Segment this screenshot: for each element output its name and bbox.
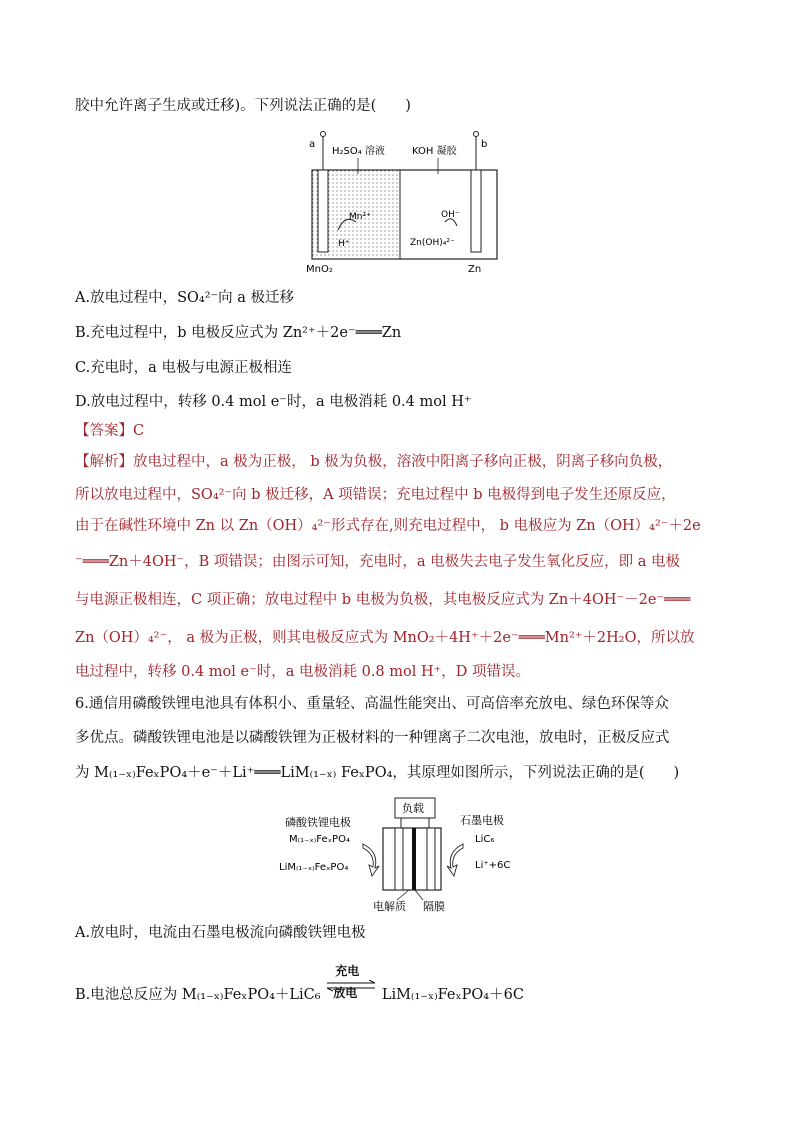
reversible-arrow bbox=[325, 964, 377, 1005]
left-bottom-species: LiM₍₁₋ₓ₎FeₓPO₄ bbox=[279, 862, 349, 873]
left-top-species: M₍₁₋ₓ₎FeₓPO₄ bbox=[289, 834, 350, 845]
analysis-line-1: 【解析】放电过程中，a 极为正极， b 极为负极，溶液中阳离子移向正极，阴离子移向负极， bbox=[75, 454, 673, 470]
membrane-label: 隔膜 bbox=[423, 900, 445, 913]
zincate-ion: Zn(OH)₄²⁻ bbox=[410, 238, 455, 248]
discharge-label: 放电 bbox=[333, 986, 358, 1000]
koh-label: KOH 凝胶 bbox=[412, 146, 457, 157]
q6-stem-3: 为 M₍₁₋ₓ₎FeₓPO₄＋e⁻＋Li⁺═══LiM₍₁₋ₓ₎ FeₓPO₄，其原理如图所示，下列说法正确的是( ) bbox=[75, 765, 680, 781]
q6-option-b-suffix: LiM₍₁₋ₓ₎FeₓPO₄＋6C bbox=[381, 987, 524, 1003]
h-ion: H⁺ bbox=[338, 239, 350, 249]
q6-option-b bbox=[75, 964, 524, 1005]
left-electrode-title: 磷酸铁锂电极 bbox=[285, 816, 351, 829]
q6-option-b-prefix: B.电池总反应为 M₍₁₋ₓ₎FeₓPO₄＋LiC₆ bbox=[75, 987, 321, 1003]
oh-ion: OH⁻ bbox=[441, 210, 460, 220]
electrolyte-label: 电解质 bbox=[373, 900, 406, 913]
analysis-line-6: Zn（OH）₄²⁻， a 极为正极，则其电极反应式为 MnO₂＋4H⁺＋2e⁻═══Mn²⁺＋2H₂O，所以放 bbox=[75, 630, 695, 646]
label-b: b bbox=[481, 139, 488, 150]
h2so4-label: H₂SO₄ 溶液 bbox=[332, 146, 385, 157]
battery-diagram-2 bbox=[275, 796, 530, 914]
analysis-line-7: 电过程中，转移 0.4 mol e⁻时，a 电极消耗 0.8 mol H⁺，D 项错误。 bbox=[75, 664, 531, 680]
option-c: C.充电时，a 电极与电源正极相连 bbox=[75, 360, 292, 376]
battery-diagram-1 bbox=[300, 130, 515, 280]
right-electrode-title: 石墨电极 bbox=[460, 814, 504, 827]
analysis-line-5: 与电源正极相连，C 项正确；放电过程中 b 电极为负极，其电极反应式为 Zn＋4OH⁻－2e⁻═══ bbox=[75, 592, 691, 608]
label-a: a bbox=[309, 139, 316, 150]
charge-label: 充电 bbox=[335, 964, 360, 978]
analysis-line-2: 所以放电过程中，SO₄²⁻向 b 极迁移，A 项错误；充电过程中 b 电极得到电子发生还原反应， bbox=[75, 487, 676, 503]
q6-stem-2: 多优点。磷酸铁锂电池是以磷酸铁锂为正极材料的一种锂离子二次电池，放电时，正极反应式 bbox=[75, 730, 670, 746]
zn-label: Zn bbox=[468, 264, 482, 275]
right-top-species: LiC₆ bbox=[475, 834, 495, 845]
question-stem: 胶中允许离子生成或迁移)。下列说法正确的是( ) bbox=[75, 98, 411, 114]
right-bottom-species: Li⁺+6C bbox=[475, 860, 511, 871]
mno2-label: MnO₂ bbox=[306, 264, 333, 275]
mn-ion: Mn²⁺ bbox=[349, 212, 371, 222]
analysis-line-3: 由于在碱性环境中 Zn 以 Zn（OH）₄²⁻形式存在,则充电过程中， b 电极应为 Zn（OH）₄²⁻＋2e bbox=[75, 518, 701, 534]
option-d: D.放电过程中，转移 0.4 mol e⁻时，a 电极消耗 0.4 mol H⁺ bbox=[75, 394, 472, 410]
q6-option-a: A.放电时，电流由石墨电极流向磷酸铁锂电极 bbox=[75, 925, 366, 941]
answer: 【答案】C bbox=[75, 423, 145, 439]
option-b: B.充电过程中，b 电极反应式为 Zn²⁺＋2e⁻═══Zn bbox=[75, 325, 402, 341]
load-label: 负载 bbox=[402, 802, 424, 815]
option-a: A.放电过程中，SO₄²⁻向 a 极迁移 bbox=[75, 290, 295, 306]
q6-stem-1: 6.通信用磷酸铁锂电池具有体积小、重量轻、高温性能突出、可高倍率充放电、绿色环保等众 bbox=[75, 696, 669, 712]
analysis-line-4: ⁻═══Zn＋4OH⁻，B 项错误；由图示可知，充电时，a 电极失去电子发生氧化反应，即 a 电极 bbox=[75, 554, 681, 570]
